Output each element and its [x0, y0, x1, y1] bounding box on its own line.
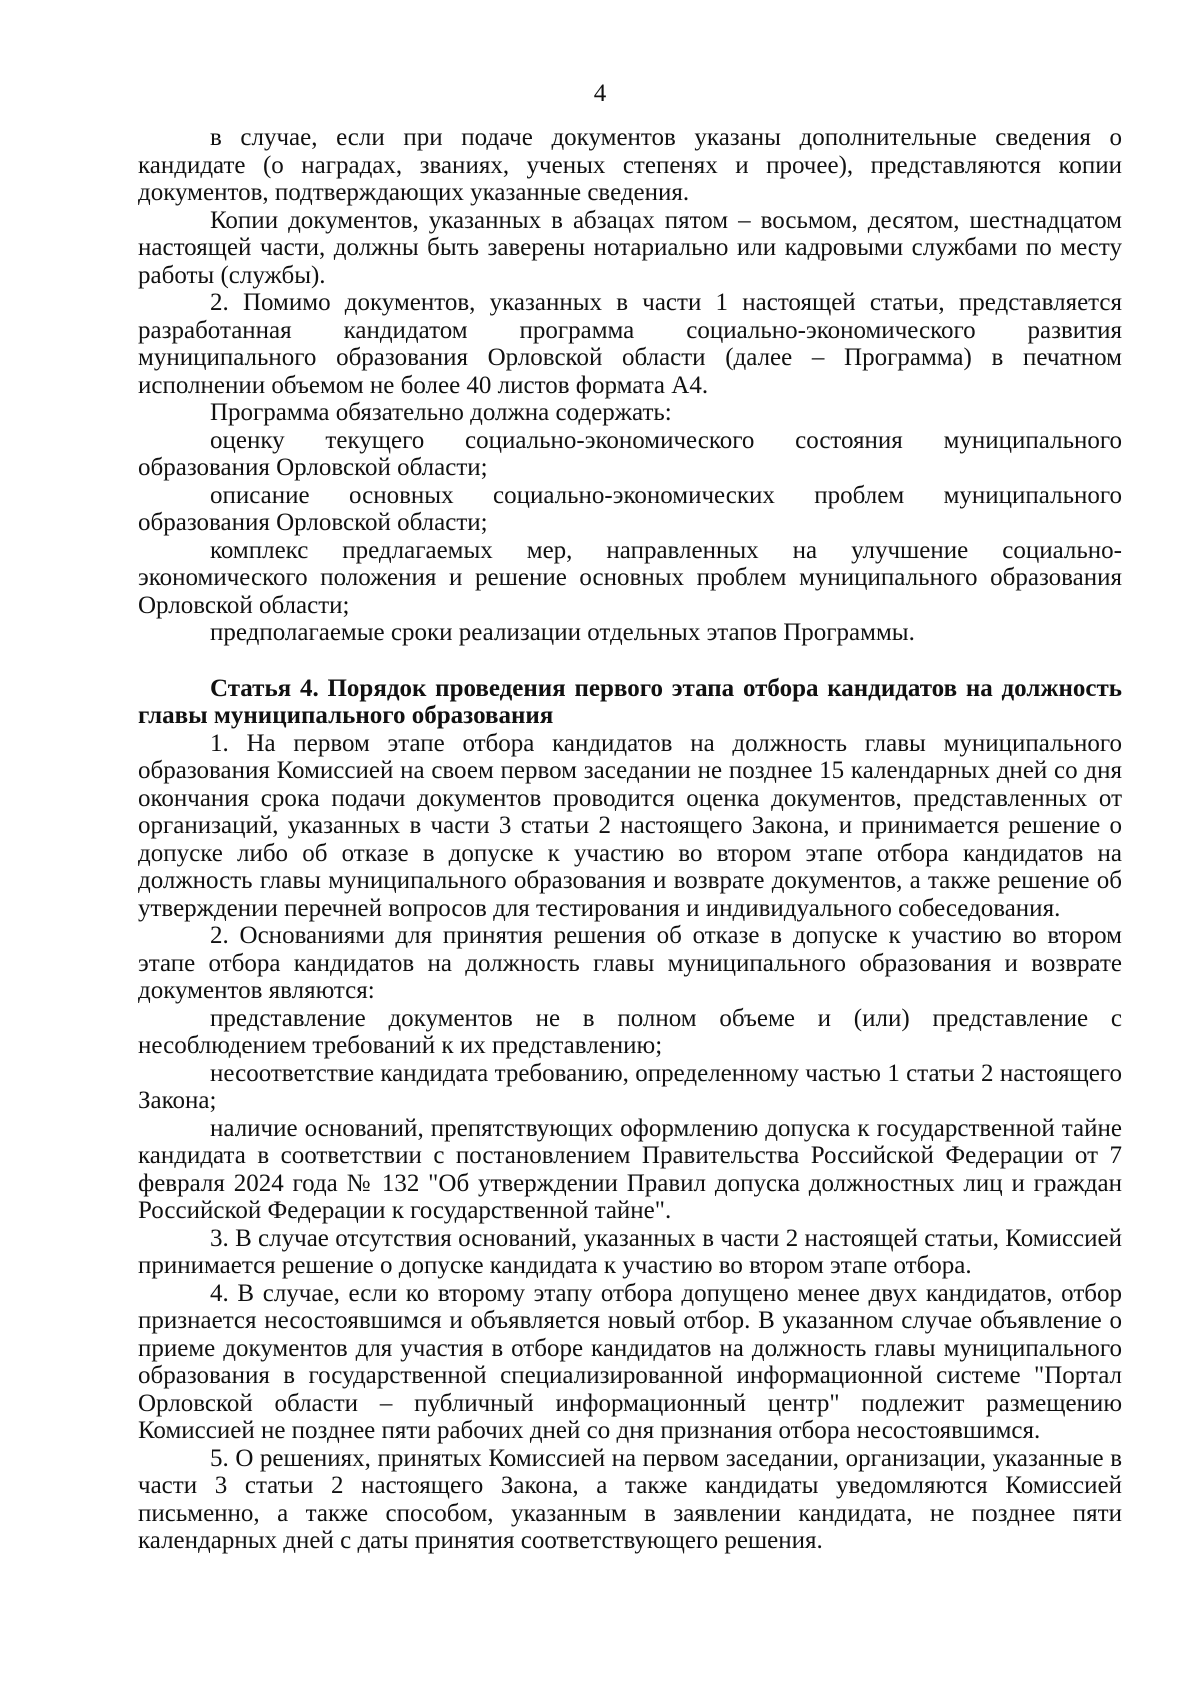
article-paragraph: 5. О решениях, принятых Комиссией на первом заседании, организации, указанные в части 3 статьи 2 настоящего Закона, а также кандидаты уведомляются Комиссией письменно, а также способом, указанным в заявлении кандидата, не позднее пяти календарных дней с даты принятия соответствующего решения.	[138, 1444, 1122, 1554]
paragraph: Копии документов, указанных в абзацах пятом – восьмом, десятом, шестнадцатом настоящей части, должны быть заверены нотариально или кадровыми службами по месту работы (службы).	[138, 206, 1122, 289]
paragraph: в случае, если при подаче документов указаны дополнительные сведения о кандидате (о наградах, званиях, ученых степенях и прочее), представляются копии документов, подтверждающих указанные сведения.	[138, 124, 1122, 206]
article-paragraph: представление документов не в полном объеме и (или) представление с несоблюдением требований к их представлению;	[138, 1004, 1122, 1059]
article-heading: Статья 4. Порядок проведения первого этапа отбора кандидатов на должность главы муниципального образования	[138, 674, 1122, 729]
page-number: 4	[593, 80, 607, 107]
paragraph: предполагаемые сроки реализации отдельных этапов Программы.	[210, 619, 915, 646]
article-paragraph: 2. Основаниями для принятия решения об отказе в допуске к участию во втором этапе отбора кандидатов на должность главы муниципального образования и возврате документов являются:	[138, 922, 1122, 1004]
article-paragraph: несоответствие кандидата требованию, определенному частью 1 статьи 2 настоящего Закона;	[138, 1059, 1122, 1114]
article-paragraph: 1. На первом этапе отбора кандидатов на должность главы муниципального образования Комиссией на своем первом заседании не позднее 15 календарных дней со дня окончания срока подачи документов проводится оценка документов, представленных от организаций, указанных в части 3 статьи 2 настоящего Закона, и принимается решение о допуске либо об отказе в допуске к участию во втором этапе отбора кандидатов на должность главы муниципального образования и возврате документов, а также решение об утверждении перечней вопросов для тестирования и индивидуального собеседования.	[138, 729, 1122, 922]
article-paragraph: 3. В случае отсутствия оснований, указанных в части 2 настоящей статьи, Комиссией принимается решение о допуске кандидата к участию во втором этапе отбора.	[138, 1224, 1122, 1279]
document-body	[138, 124, 1122, 1555]
paragraph: Программа обязательно должна содержать:	[210, 399, 672, 426]
article-paragraph: наличие оснований, препятствующих оформлению допуска к государственной тайне кандидата в соответствии с постановлением Правительства Российской Федерации от 7 февраля 2024 года № 132 "Об утверждении Правил допуска должностных лиц и граждан Российской Федерации к государственной тайне".	[138, 1114, 1122, 1224]
article-paragraph: 4. В случае, если ко второму этапу отбора допущено менее двух кандидатов, отбор признается несостоявшимся и объявляется новый отбор. В указанном случае объявление о приеме документов для участия в отборе кандидатов на должность главы муниципального образования в государственной специализированной информационной системе "Портал Орловской области – публичный информационный центр" подлежит размещению Комиссией не позднее пяти рабочих дней со дня признания отбора несостоявшимся.	[138, 1279, 1122, 1444]
paragraph: описание основных социально-экономических проблем муниципального образования Орловской области;	[138, 481, 1122, 536]
paragraph: комплекс предлагаемых мер, направленных на улучшение социально-экономического положения и решение основных проблем муниципального образования Орловской области;	[138, 536, 1122, 619]
paragraph: оценку текущего социально-экономического состояния муниципального образования Орловской области;	[138, 426, 1122, 481]
paragraph: 2. Помимо документов, указанных в части 1 настоящей статьи, представляется разработанная кандидатом программа социально-экономического развития муниципального образования Орловской области (далее – Программа) в печатном исполнении объемом не более 40 листов формата А4.	[138, 289, 1122, 399]
